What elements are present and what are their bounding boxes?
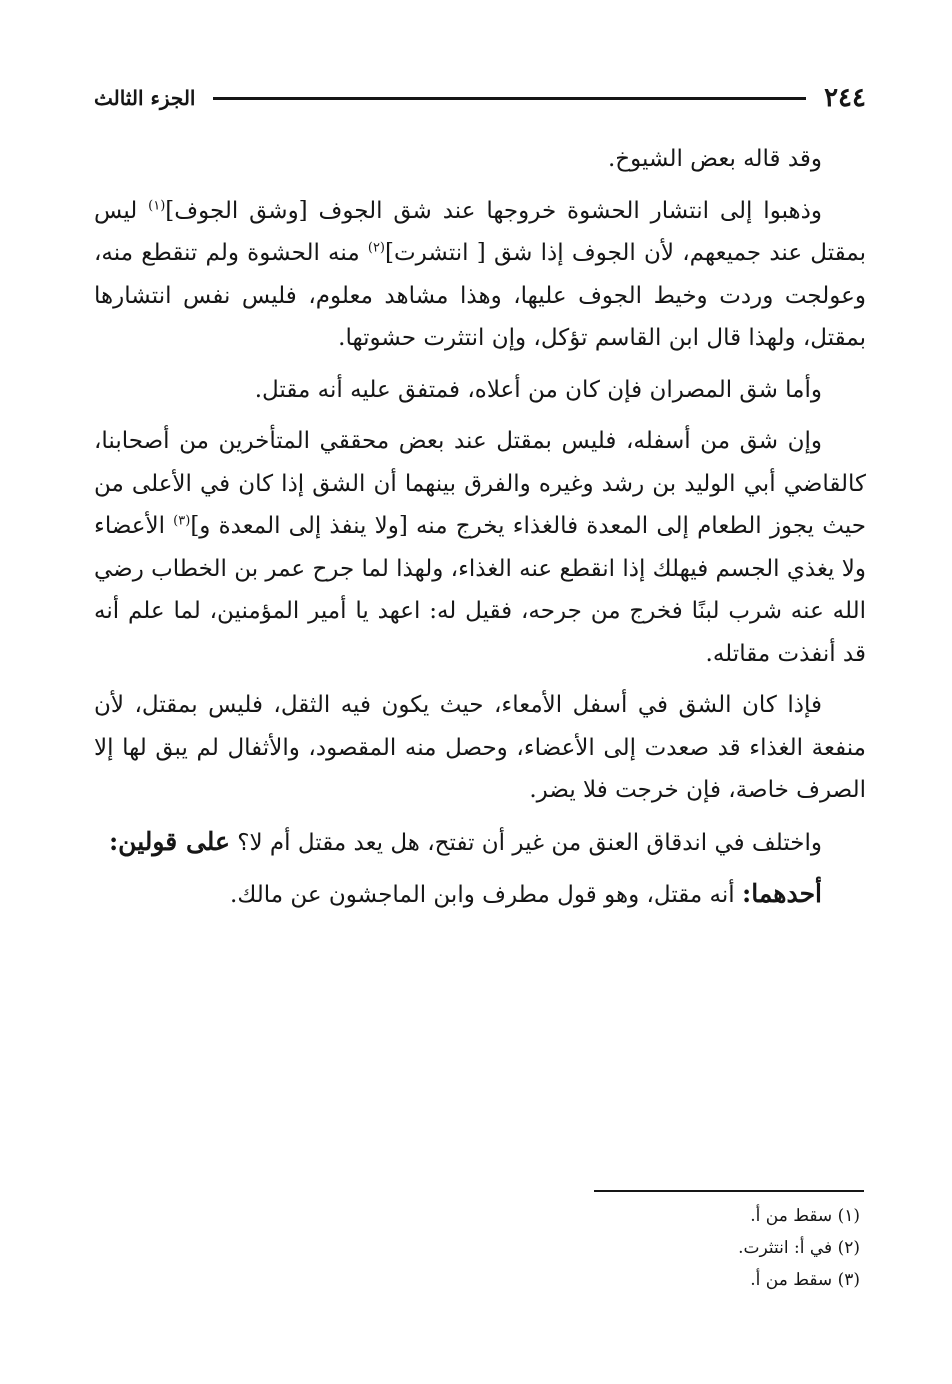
footnote-marker-2: (٢) [367,240,385,256]
paragraph-1 [94,138,866,181]
bold-phrase: على قولين: [108,826,230,856]
page-number: ٢٤٤ [824,83,866,113]
footnote-separator [594,1190,864,1192]
footnote-1: (١) سقط من أ. [750,1206,860,1226]
paragraph-text: ليس بمقتل عند جميعهم، لأن الجوف إذا شق [ انتشرت] [94,197,866,266]
paragraph-4 [94,420,866,675]
paragraph-text: وإن شق من أسفله، فليس بمقتل عند بعض محققي المتأخرين من أصحابنا، كالقاضي أبي الوليد بن رشد وغيره والفرق بينهما أن الشق إذا كان في الأعلى من حيث يجوز الطعام إلى المعدة فالغذاء يخرج منه [ولا ينفذ إلى المعدة و] [94,428,866,539]
footnotes [360,1200,860,1296]
footnote-2: (٢) في أ: انتثرت. [738,1238,860,1258]
paragraph-text: واختلف في اندقاق العنق من غير أن تفتح، هل يعد مقتل أم لا؟ [229,829,822,856]
paragraph-text: فإذا كان الشق في أسفل الأمعاء، حيث يكون فيه الثقل، فليس بمقتل، لأن منفعة الغذاء قد صعدت إلى الأعضاء، وحصل منه المقصود، والأثفال لم يبق لها إلا الصرف خاصة، فإن خرجت فلا يضر. [94,692,866,803]
paragraph-text: وقد قاله بعض الشيوخ. [607,146,822,172]
paragraph-7 [94,873,866,917]
paragraph-6 [94,821,866,865]
paragraph-5 [94,684,866,812]
footnote-3: (٣) سقط من أ. [750,1270,860,1290]
bold-term: أحدهما: [741,879,822,908]
paragraph-text: الأعضاء ولا يغذي الجسم فيهلك إذا انقطع عنه الغذاء، ولهذا لما جرح عمر بن الخطاب رضي الله عنه شرب لبنًا فخرج من جرحه، فقيل له: اعهد يا أمير المؤمنين، لما علم أنه قد أنفذت مقاتله. [94,513,866,667]
paragraph-text: أنه مقتل، وهو قول مطرف وابن الماجشون عن مالك. [230,882,742,908]
footnote-marker-1: (١) [148,197,166,213]
body-text [94,138,866,926]
paragraph-text: وذهبوا إلى انتشار الحشوة خروجها عند شق الجوف [وشق الجوف] [165,197,822,224]
footnote-marker-3: (٣) [173,513,191,529]
paragraph-text: منه الحشوة ولم تنقطع منه، وعولجت وردت وخيط الجوف عليها، وهذا مشاهد معلوم، فليس نفس انتشارها بمقتل، ولهذا قال ابن القاسم تؤكل، وإن انتثرت حشوتها. [94,240,866,351]
running-title: الجزء الثالث [94,86,196,110]
paragraph-text: وأما شق المصران فإن كان من أعلاه، فمتفق عليه أنه مقتل. [254,376,822,403]
page-header [94,80,866,116]
paragraph-2 [94,190,866,360]
paragraph-3 [94,369,866,412]
header-rule [213,97,806,100]
